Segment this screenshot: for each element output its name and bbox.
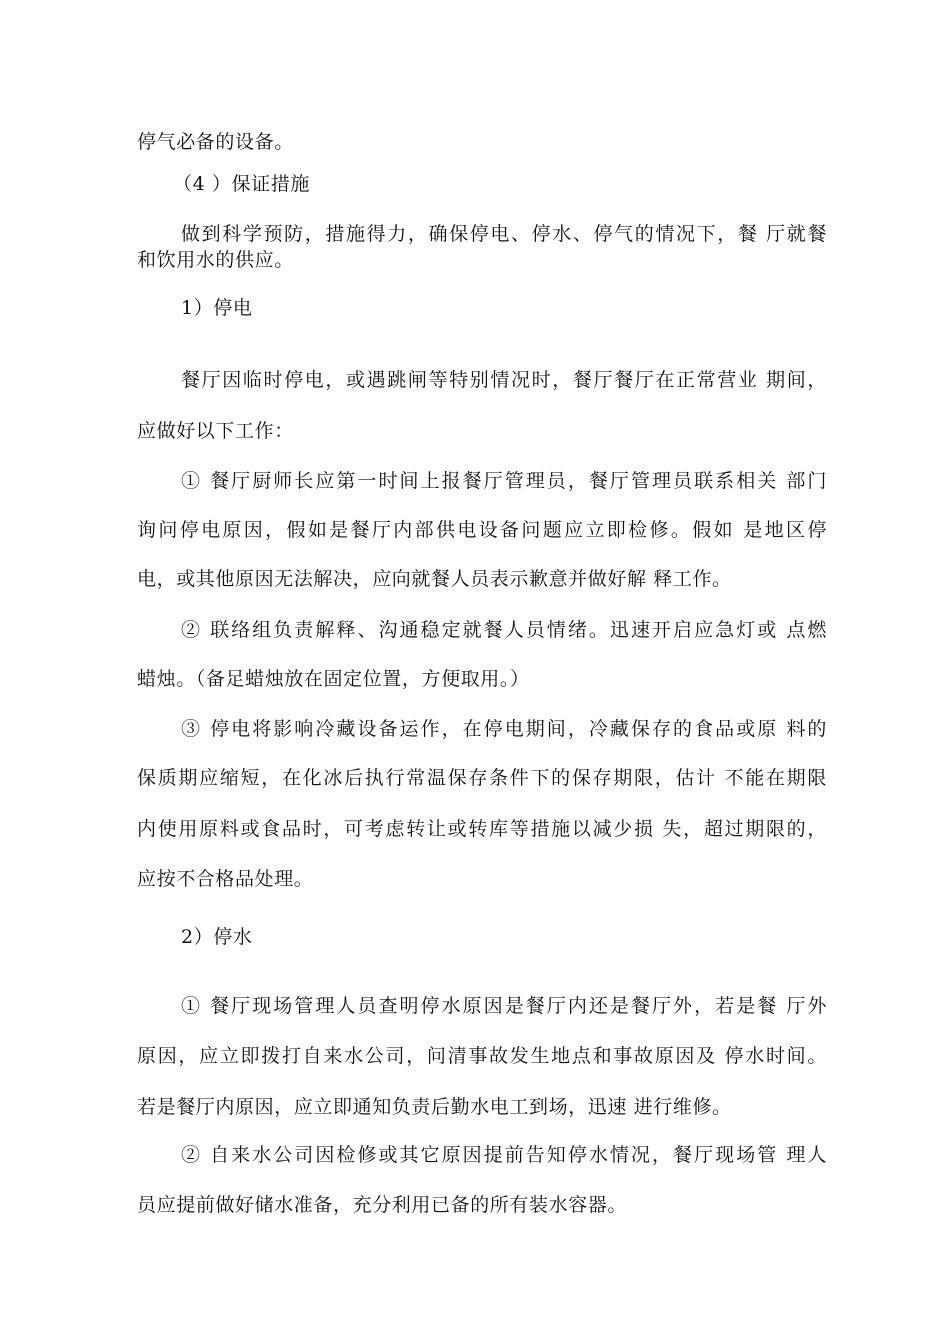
text-line: 若是餐厅内原因，应立即通知负责后勤水电工到场，迅速 进行维修。 [137,1096,732,1118]
text-line: 蜡烛。（备足蜡烛放在固定位置，方便取用。） [137,668,530,690]
text-line: ③ 停电将影响冷藏设备运作，在停电期间，冷藏保存的食品或原 料的 [181,718,827,740]
text-line: ① 餐厅厨师长应第一时间上报餐厅管理员，餐厅管理员联系相关 部门 [181,470,827,492]
text-line: 保质期应缩短，在化冰后执行常温保存条件下的保存期限，估计 不能在期限 [137,767,827,789]
text-line: 内使用原料或食品时，可考虑转让或转库等措施以减少损 失，超过期限的， [137,818,827,840]
text-line: 询问停电原因，假如是餐厅内部供电设备问题应立即检修。假如 是地区停 [137,519,827,541]
text-line: 原因，应立即拨打自来水公司，问清事故发生地点和事故原因及 停水时间。 [137,1045,827,1067]
text-line: ② 联络组负责解释、沟通稳定就餐人员情绪。迅速开启应急灯或 点燃 [181,619,827,641]
text-line: 停气必备的设备。 [137,131,294,153]
text-line: 餐厅因临时停电，或遇跳闸等特别情况时，餐厅餐厅在正常营业 期间， [181,369,827,391]
text-line: 和饮用水的供应。 [137,249,294,271]
subsection-heading: 1）停电 [181,297,253,319]
text-line: 做到科学预防，措施得力，确保停电、停水、停气的情况下，餐 厅就餐 [181,223,827,245]
text-line: ① 餐厅现场管理人员查明停水原因是餐厅内还是餐厅外，若是餐 厅外 [181,995,827,1017]
text-line: 应做好以下工作： [137,420,294,442]
text-line: 员应提前做好储水准备，充分利用已备的所有装水容器。 [137,1194,628,1216]
text-line: 应按不合格品处理。 [137,868,314,890]
subsection-heading: 2）停水 [181,926,253,948]
text-line: 电，或其他原因无法解决，应向就餐人员表示歉意并做好解 释工作。 [137,568,732,590]
text-line: ② 自来水公司因检修或其它原因提前告知停水情况，餐厅现场管 理人 [181,1144,827,1166]
section-heading: （4 ）保证措施 [173,173,310,195]
